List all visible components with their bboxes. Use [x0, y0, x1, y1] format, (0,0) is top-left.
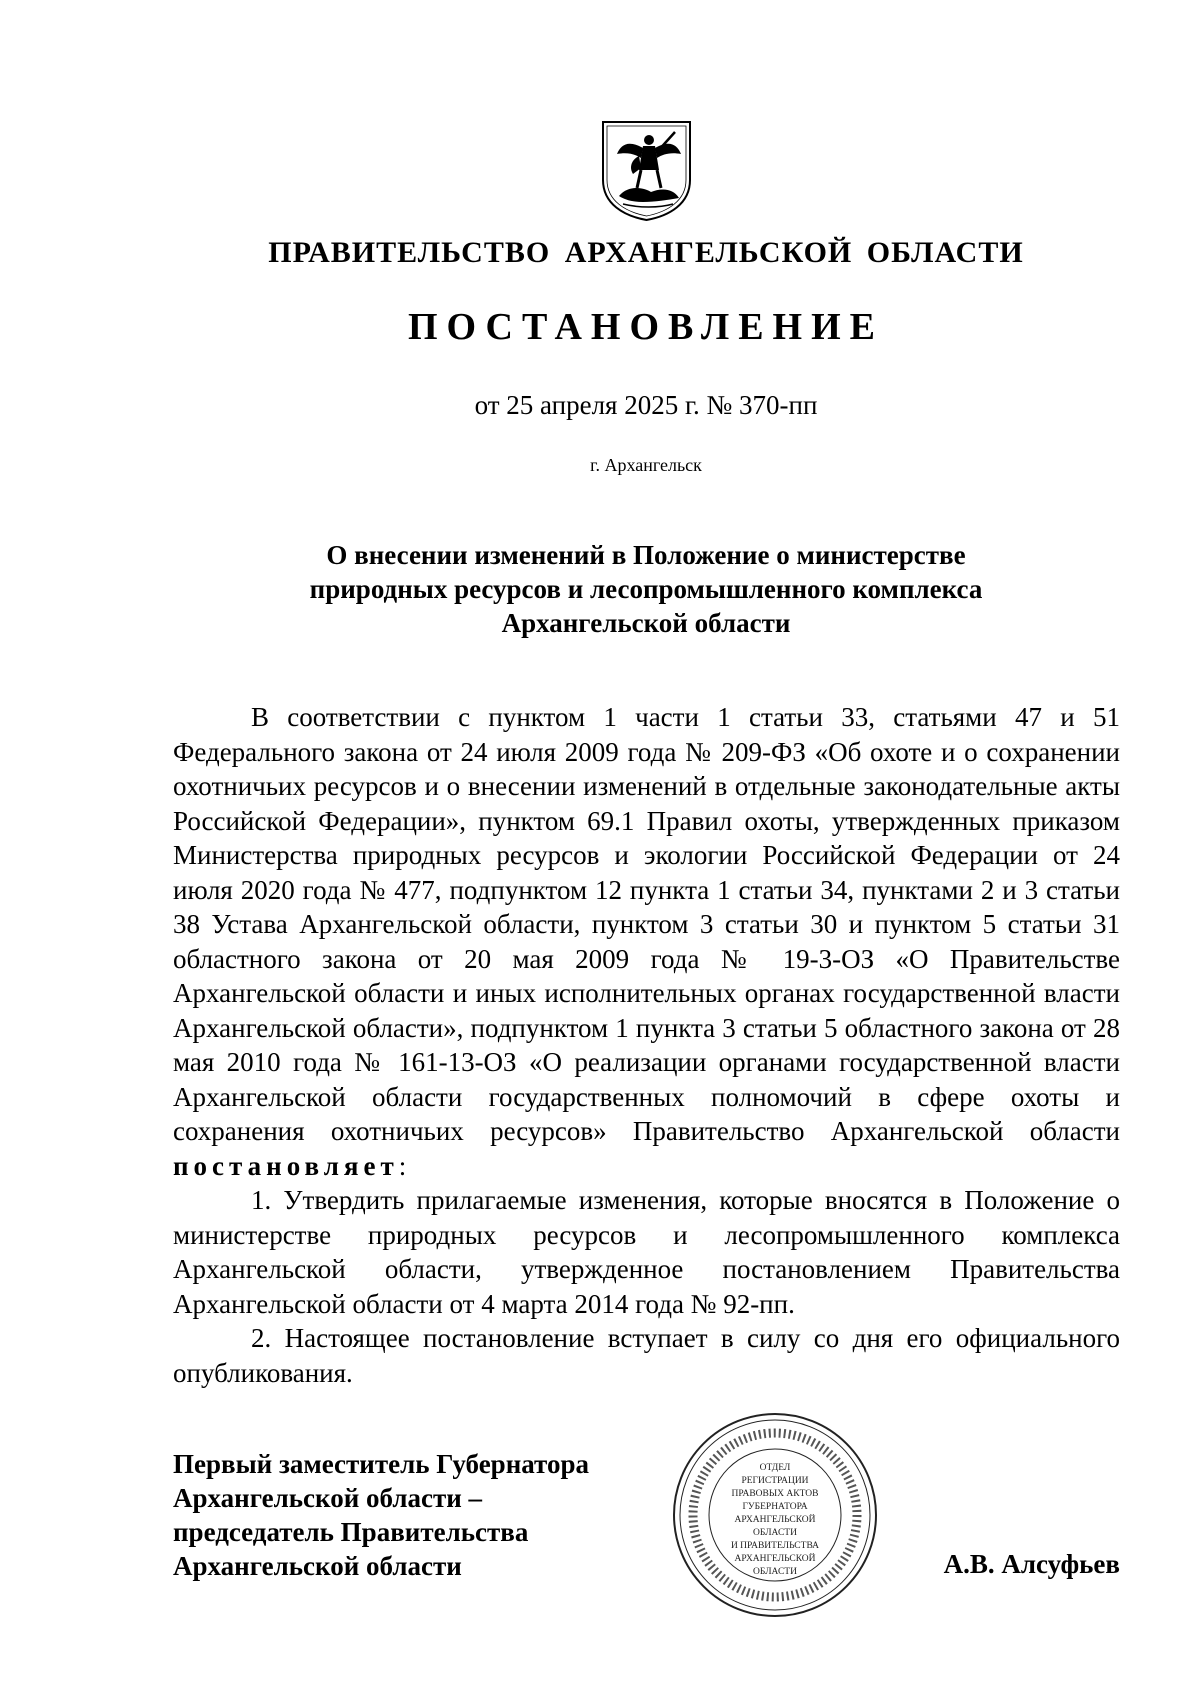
resolves-word: постановляет: [173, 1150, 399, 1181]
signer-name: А.В. Алсуфьев: [943, 1549, 1120, 1579]
subject-line: О внесении изменений в Положение о министерстве: [326, 540, 966, 570]
government-title: ПРАВИТЕЛЬСТВО АРХАНГЕЛЬСКОЙ ОБЛАСТИ: [268, 236, 1024, 269]
document-subject: [0, 538, 1200, 640]
preamble-colon: :: [398, 1150, 407, 1181]
document-date-number: от 25 апреля 2025 г. № 370-пп: [474, 390, 818, 420]
preamble-text: В соответствии с пунктом 1 части 1 статьи 33, статьями 47 и 51 Федерального закона от 24 июля 2009 года № 209-ФЗ «Об охоте и о сохранении охотничьих ресурсов и о внесении изменений в отдельные законодательные акты Российской Федерации», пунктом 69.1 Правил охоты, утвержденных приказом Министерства природных ресурсов и экологии Российской Федерации от 24 июля 2020 года № 477, подпунктом 12 пункта 1 статьи 34, пунктами 2 и 3 статьи 38 Устава Архангельской области, пунктом 3 статьи 30 и пунктом 5 статьи 31 областного закона от 20 мая 2009 года № 19-3-ОЗ «О Правительстве Архангельской области и иных исполнительных органах государственной власти Архангельской области», подпунктом 1 пункта 3 статьи 5 областного закона от 28 мая 2010 года № 161-13-ОЗ «О реализации органами государственной власти Архангельской области государственных полномочий в сфере охоты и сохранения охотничьих ресурсов» Правительство Архангельской области: [173, 702, 1120, 1146]
document-city: г. Архангельск: [590, 455, 702, 475]
coat-of-arms-emblem: [599, 118, 694, 223]
signer-title-line: председатель Правительства: [173, 1517, 529, 1547]
stamp-text-line: ОБЛАСТИ: [753, 1567, 797, 1577]
preamble-paragraph: [173, 700, 1120, 1183]
document-body: [173, 700, 1120, 1390]
signer-title-line: Архангельской области –: [173, 1483, 483, 1513]
stamp-text-line: АРХАНГЕЛЬСКОЙ: [734, 1515, 816, 1525]
stamp-text-line: РЕГИСТРАЦИИ: [741, 1476, 809, 1486]
stamp-text-line: ПРАВОВЫХ АКТОВ: [731, 1489, 819, 1499]
signer-title-line: Первый заместитель Губернатора: [173, 1449, 589, 1479]
item-paragraph: 1. Утвердить прилагаемые изменения, которые вносятся в Положение о министерстве природных ресурсов и лесопромышленного комплекса Архангельской области, утвержденное постановлением Правительства Архангельской области от 4 марта 2014 года № 92-пп.: [173, 1185, 1120, 1319]
official-stamp: [670, 1410, 880, 1620]
stamp-text-line: ОТДЕЛ: [759, 1463, 791, 1473]
item-paragraph: 2. Настоящее постановление вступает в силу со дня его официального опубликования.: [173, 1323, 1120, 1388]
stamp-text-line: ОБЛАСТИ: [753, 1528, 797, 1538]
stamp-text-line: АРХАНГЕЛЬСКОЙ: [734, 1554, 816, 1564]
subject-line: Архангельской области: [501, 608, 791, 638]
signer-title: [173, 1447, 589, 1583]
stamp-text-line: ГУБЕРНАТОРА: [742, 1502, 808, 1512]
signer-title-line: Архангельской области: [173, 1551, 462, 1581]
document-type: ПОСТАНОВЛЕНИЕ: [407, 306, 885, 348]
stamp-text-line: И ПРАВИТЕЛЬСТВА: [730, 1541, 820, 1551]
subject-line: природных ресурсов и лесопромышленного комплекса: [309, 574, 983, 604]
